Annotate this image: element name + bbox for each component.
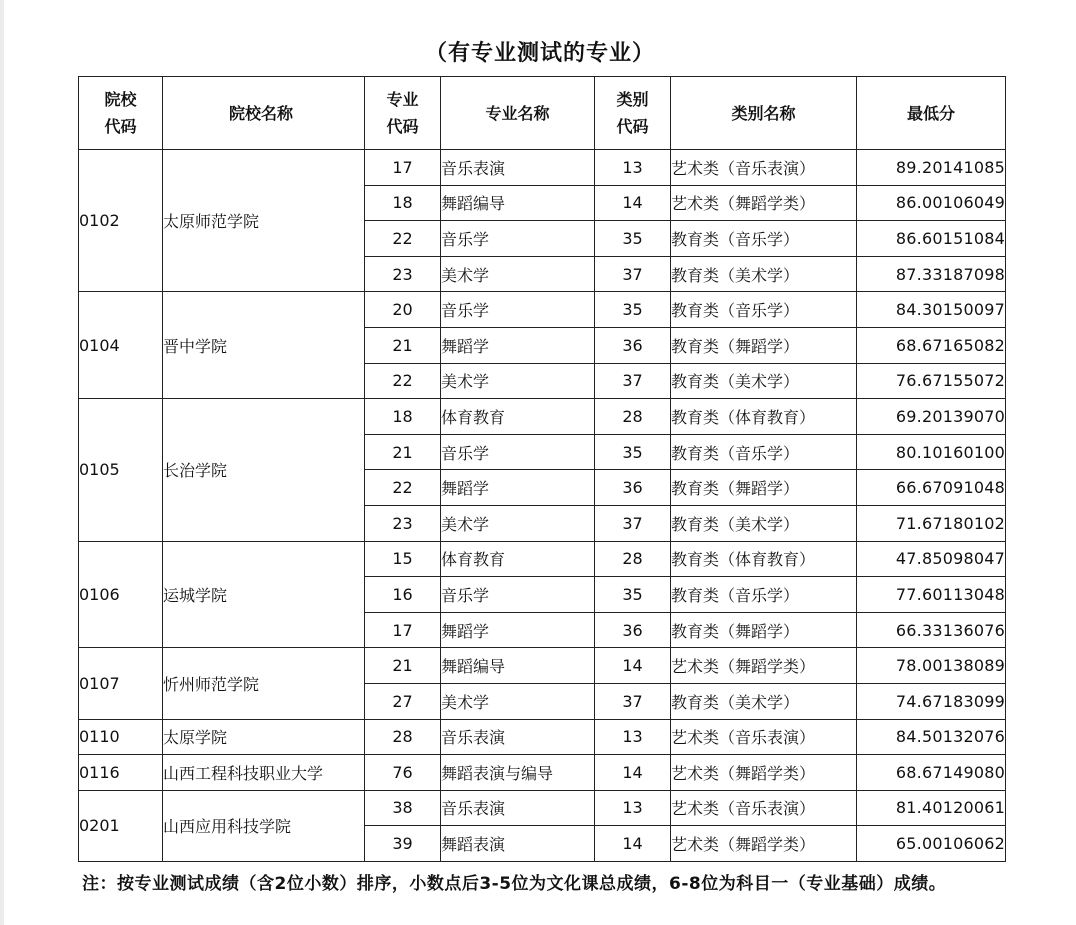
min-score-cell: 80.10160100: [857, 434, 1006, 470]
document-page: [4, 0, 1076, 925]
major-name-cell: 舞蹈学: [441, 612, 595, 648]
table-body: [79, 150, 1006, 862]
min-score-cell: 68.67149080: [857, 755, 1006, 791]
school-code-cell: 0102: [79, 150, 163, 292]
major-name-cell: 音乐表演: [441, 719, 595, 755]
major-name-cell: 美术学: [441, 363, 595, 399]
category-name-cell: 教育类（舞蹈学）: [671, 327, 857, 363]
table-row: [79, 719, 1006, 755]
category-code-cell: 35: [595, 292, 671, 328]
min-score-cell: 74.67183099: [857, 683, 1006, 719]
table-row: [79, 292, 1006, 328]
category-code-cell: 13: [595, 790, 671, 826]
min-score-cell: 68.67165082: [857, 327, 1006, 363]
school-code-cell: 0104: [79, 292, 163, 399]
category-name-cell: 教育类（体育教育）: [671, 399, 857, 435]
min-score-cell: 77.60113048: [857, 577, 1006, 613]
min-score-cell: 66.33136076: [857, 612, 1006, 648]
major-code-cell: 15: [365, 541, 441, 577]
major-code-cell: 21: [365, 648, 441, 684]
category-name-cell: 教育类（体育教育）: [671, 541, 857, 577]
major-code-cell: 21: [365, 434, 441, 470]
min-score-cell: 87.33187098: [857, 256, 1006, 292]
category-name-cell: 教育类（美术学）: [671, 505, 857, 541]
category-name-cell: 艺术类（舞蹈学类）: [671, 755, 857, 791]
major-name-cell: 舞蹈编导: [441, 185, 595, 221]
category-name-cell: 艺术类（音乐表演）: [671, 719, 857, 755]
major-name-cell: 体育教育: [441, 541, 595, 577]
major-code-cell: 22: [365, 221, 441, 257]
school-code-cell: 0116: [79, 755, 163, 791]
table-header: [79, 77, 1006, 150]
score-table: [78, 76, 1006, 862]
category-code-cell: 37: [595, 505, 671, 541]
school-name-cell: 太原师范学院: [163, 150, 365, 292]
category-code-cell: 35: [595, 221, 671, 257]
category-name-cell: 艺术类（舞蹈学类）: [671, 185, 857, 221]
category-code-cell: 36: [595, 612, 671, 648]
header-school-code: 院校代码: [79, 77, 163, 150]
major-code-cell: 23: [365, 256, 441, 292]
table-row: [79, 790, 1006, 826]
table-row: [79, 399, 1006, 435]
min-score-cell: 69.20139070: [857, 399, 1006, 435]
major-name-cell: 音乐学: [441, 434, 595, 470]
min-score-cell: 86.60151084: [857, 221, 1006, 257]
major-name-cell: 美术学: [441, 505, 595, 541]
category-name-cell: 艺术类（舞蹈学类）: [671, 648, 857, 684]
page-title: （有专业测试的专业）: [424, 41, 655, 66]
table-row: [79, 150, 1006, 186]
school-code-cell: 0201: [79, 790, 163, 861]
min-score-cell: 76.67155072: [857, 363, 1006, 399]
category-name-cell: 教育类（舞蹈学）: [671, 470, 857, 506]
major-name-cell: 音乐学: [441, 221, 595, 257]
major-name-cell: 舞蹈学: [441, 470, 595, 506]
footnote: 注：按专业测试成绩（含2位小数）排序，小数点后3-5位为文化课总成绩，6-8位为科目一（专业基础）成绩。: [82, 874, 947, 894]
min-score-cell: 89.20141085: [857, 150, 1006, 186]
major-code-cell: 20: [365, 292, 441, 328]
major-name-cell: 体育教育: [441, 399, 595, 435]
major-name-cell: 舞蹈学: [441, 327, 595, 363]
category-name-cell: 教育类（音乐学）: [671, 292, 857, 328]
header-major-name: 专业名称: [441, 77, 595, 150]
header-major-code: 专业代码: [365, 77, 441, 150]
min-score-cell: 78.00138089: [857, 648, 1006, 684]
min-score-cell: 84.50132076: [857, 719, 1006, 755]
major-name-cell: 美术学: [441, 256, 595, 292]
major-name-cell: 音乐表演: [441, 150, 595, 186]
category-code-cell: 36: [595, 327, 671, 363]
category-code-cell: 14: [595, 648, 671, 684]
min-score-cell: 47.85098047: [857, 541, 1006, 577]
category-name-cell: 艺术类（音乐表演）: [671, 790, 857, 826]
category-code-cell: 37: [595, 256, 671, 292]
min-score-cell: 66.67091048: [857, 470, 1006, 506]
category-name-cell: 教育类（音乐学）: [671, 221, 857, 257]
major-name-cell: 舞蹈编导: [441, 648, 595, 684]
school-code-cell: 0107: [79, 648, 163, 719]
school-name-cell: 运城学院: [163, 541, 365, 648]
major-name-cell: 音乐学: [441, 292, 595, 328]
major-code-cell: 21: [365, 327, 441, 363]
header-school-name: 院校名称: [163, 77, 365, 150]
table-row: [79, 648, 1006, 684]
school-name-cell: 太原学院: [163, 719, 365, 755]
major-code-cell: 18: [365, 399, 441, 435]
major-code-cell: 18: [365, 185, 441, 221]
header-row: [79, 77, 1006, 150]
category-code-cell: 13: [595, 719, 671, 755]
category-code-cell: 28: [595, 399, 671, 435]
category-name-cell: 教育类（舞蹈学）: [671, 612, 857, 648]
school-name-cell: 山西应用科技学院: [163, 790, 365, 861]
major-code-cell: 76: [365, 755, 441, 791]
category-name-cell: 艺术类（音乐表演）: [671, 150, 857, 186]
category-name-cell: 教育类（美术学）: [671, 256, 857, 292]
category-code-cell: 37: [595, 683, 671, 719]
major-code-cell: 27: [365, 683, 441, 719]
school-name-cell: 晋中学院: [163, 292, 365, 399]
header-category-name: 类别名称: [671, 77, 857, 150]
category-code-cell: 13: [595, 150, 671, 186]
category-code-cell: 14: [595, 755, 671, 791]
header-category-code: 类别代码: [595, 77, 671, 150]
category-code-cell: 37: [595, 363, 671, 399]
table-row: [79, 755, 1006, 791]
category-name-cell: 艺术类（舞蹈学类）: [671, 826, 857, 862]
major-code-cell: 17: [365, 612, 441, 648]
school-name-cell: 忻州师范学院: [163, 648, 365, 719]
category-name-cell: 教育类（美术学）: [671, 683, 857, 719]
school-name-cell: 长治学院: [163, 399, 365, 541]
table-row: [79, 541, 1006, 577]
min-score-cell: 71.67180102: [857, 505, 1006, 541]
major-code-cell: 38: [365, 790, 441, 826]
school-code-cell: 0106: [79, 541, 163, 648]
major-name-cell: 舞蹈表演: [441, 826, 595, 862]
min-score-cell: 65.00106062: [857, 826, 1006, 862]
major-name-cell: 音乐表演: [441, 790, 595, 826]
major-code-cell: 22: [365, 363, 441, 399]
category-code-cell: 14: [595, 185, 671, 221]
category-name-cell: 教育类（音乐学）: [671, 434, 857, 470]
category-code-cell: 35: [595, 434, 671, 470]
category-name-cell: 教育类（音乐学）: [671, 577, 857, 613]
header-min-score: 最低分: [857, 77, 1006, 150]
school-code-cell: 0110: [79, 719, 163, 755]
major-code-cell: 17: [365, 150, 441, 186]
category-name-cell: 教育类（美术学）: [671, 363, 857, 399]
major-code-cell: 39: [365, 826, 441, 862]
major-code-cell: 28: [365, 719, 441, 755]
school-name-cell: 山西工程科技职业大学: [163, 755, 365, 791]
major-code-cell: 23: [365, 505, 441, 541]
major-name-cell: 舞蹈表演与编导: [441, 755, 595, 791]
major-name-cell: 音乐学: [441, 577, 595, 613]
min-score-cell: 84.30150097: [857, 292, 1006, 328]
category-code-cell: 14: [595, 826, 671, 862]
major-code-cell: 22: [365, 470, 441, 506]
category-code-cell: 35: [595, 577, 671, 613]
school-code-cell: 0105: [79, 399, 163, 541]
min-score-cell: 81.40120061: [857, 790, 1006, 826]
category-code-cell: 28: [595, 541, 671, 577]
min-score-cell: 86.00106049: [857, 185, 1006, 221]
major-code-cell: 16: [365, 577, 441, 613]
category-code-cell: 36: [595, 470, 671, 506]
major-name-cell: 美术学: [441, 683, 595, 719]
